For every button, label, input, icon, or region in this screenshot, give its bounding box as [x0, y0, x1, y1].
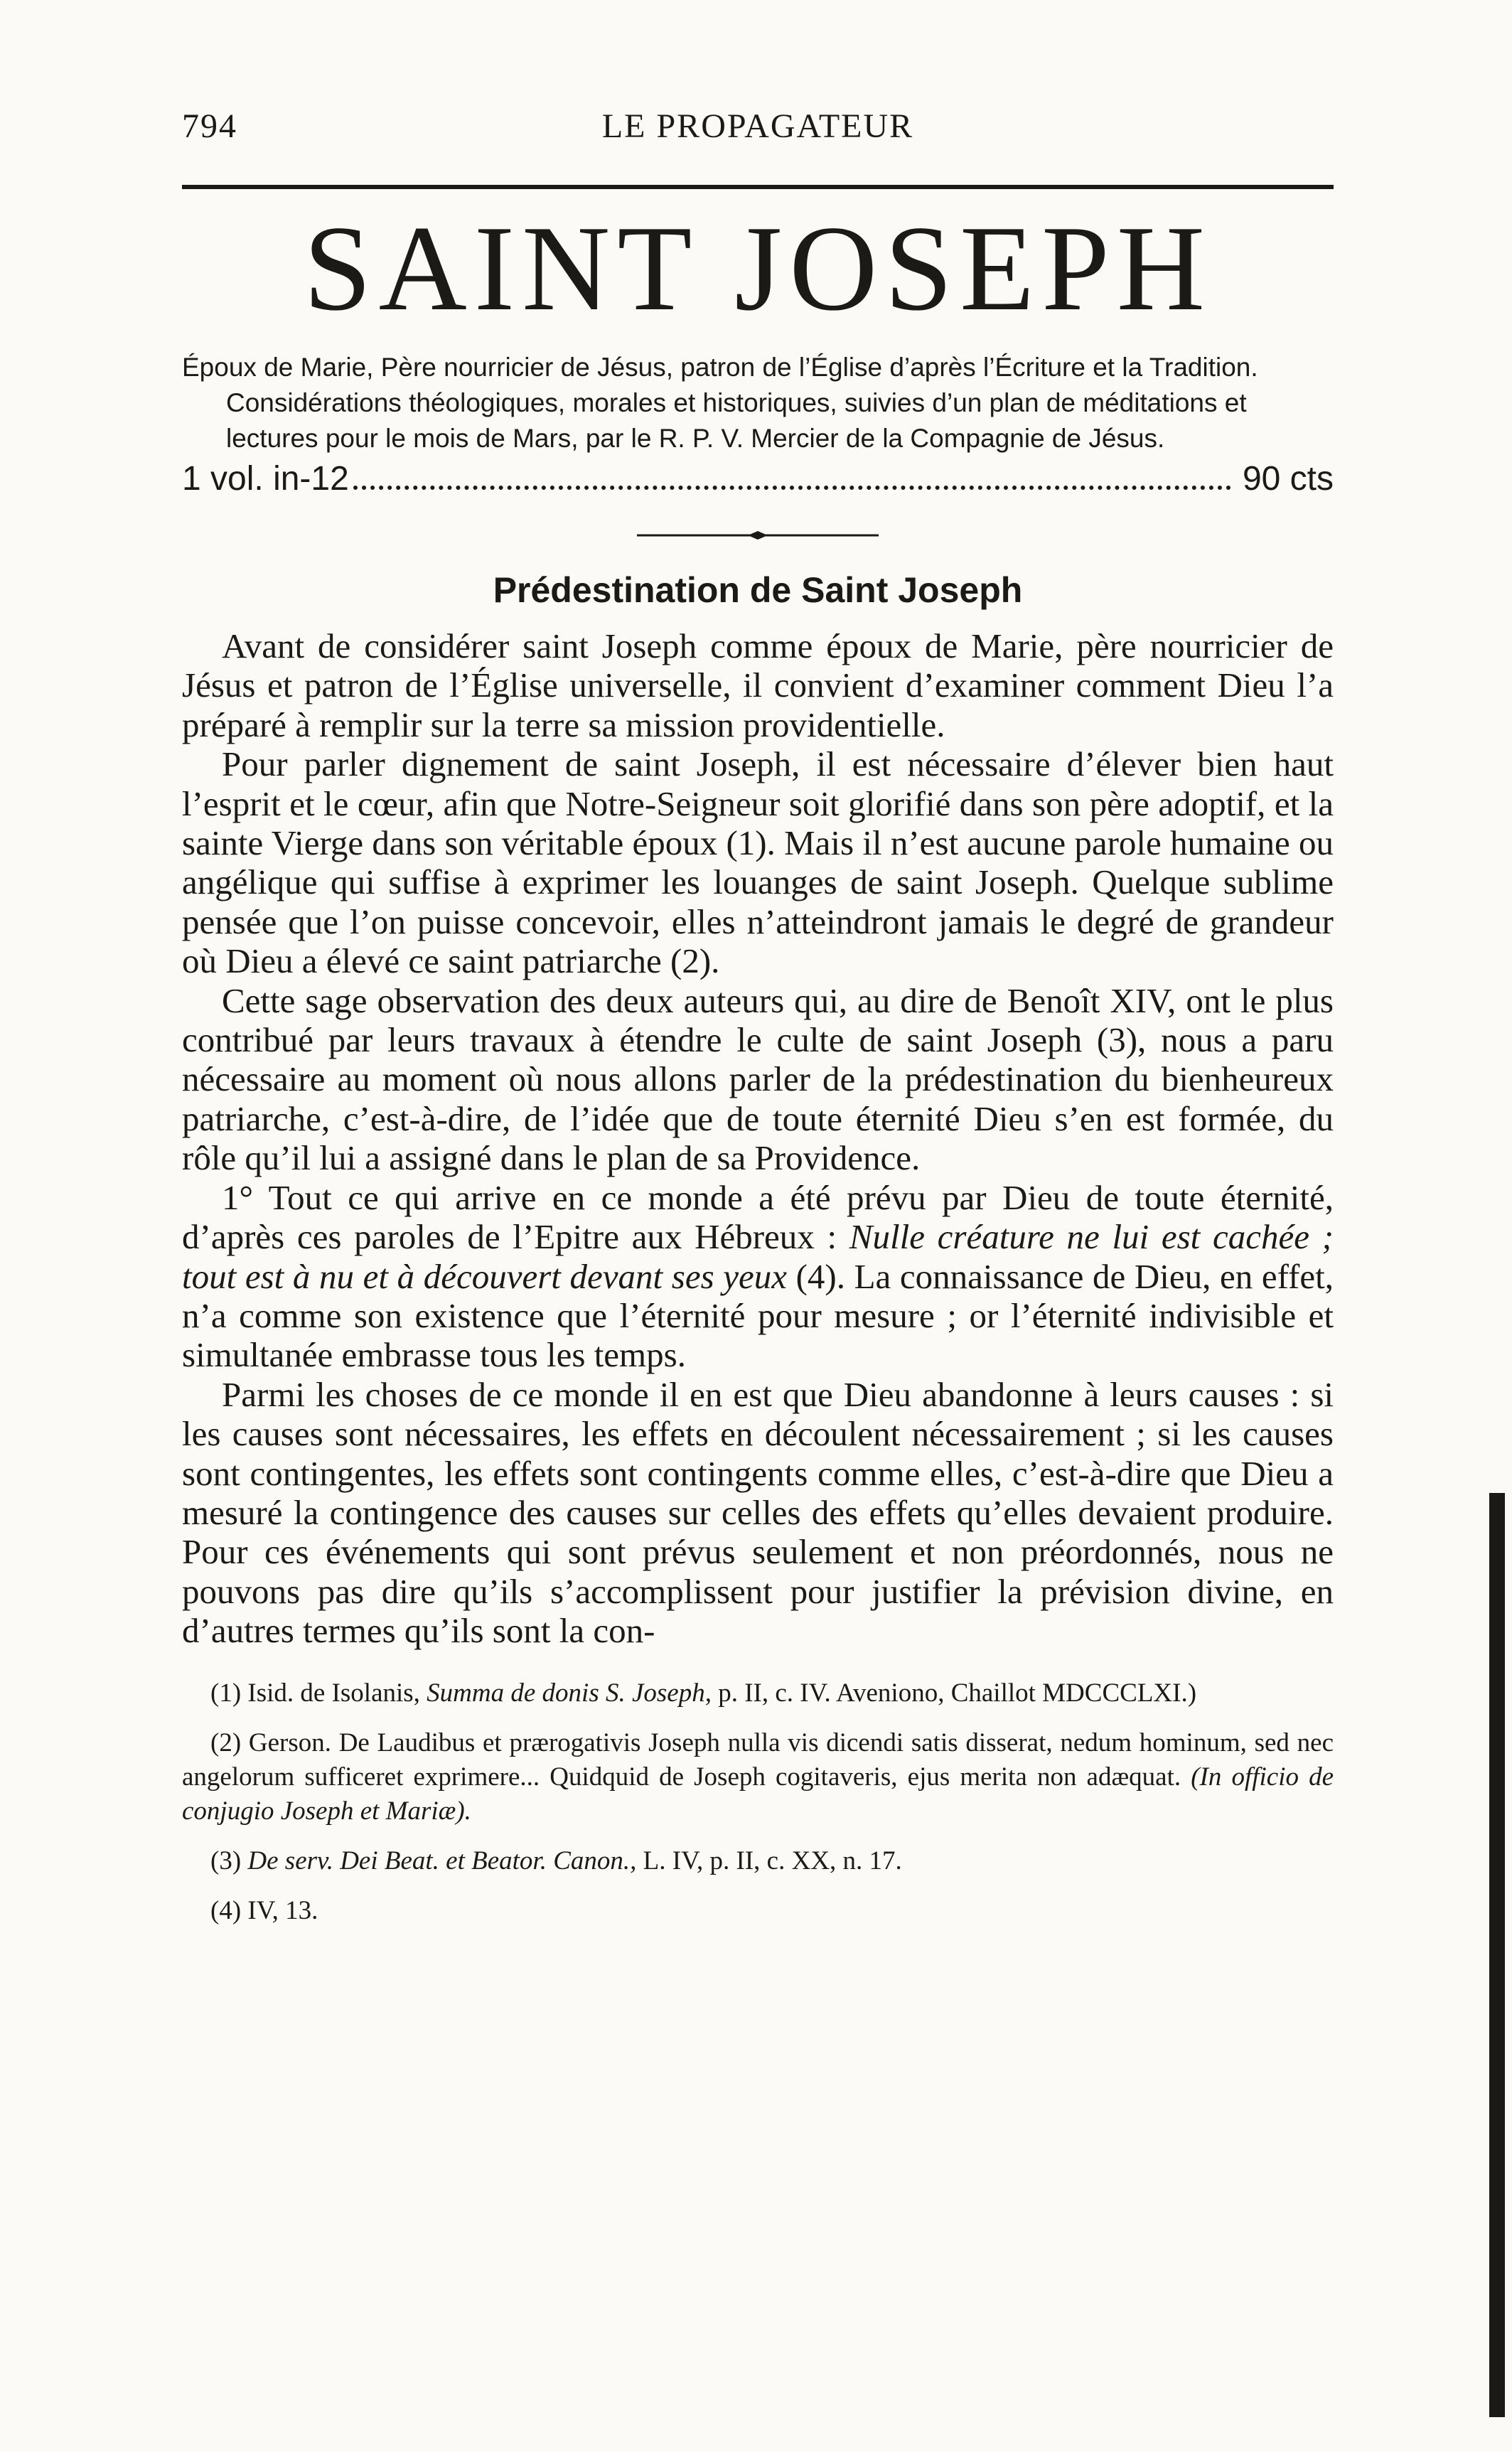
running-head — [182, 107, 1334, 156]
page-number: 794 — [182, 107, 237, 145]
header-rule — [182, 185, 1334, 189]
paragraph-text: 1° Tout ce qui arrive en ce monde a été prévu par Dieu de toute éternité, d’après ces paroles de l’Epitre aux Hébreux : — [182, 1177, 1334, 1257]
paragraph: Parmi les choses de ce monde il en est que Dieu abandonne à leurs causes : si les causes sont nécessaires, les effets en découlent nécessairement ; si les causes sont contingentes, les effets sont contingents comme elles, c’est-à-dire que Dieu a mesuré la contingence des causes sur celles des effets qu’elles devaient produire. Pour ces événements qui sont prévus seulement et non préordonnés, nous ne pouvons pas dire qu’ils s’accomplissent pour justifier la prévision divine, en d’autres termes qu’ils sont la con- — [182, 1374, 1334, 1651]
footnote-text: p. II, c. IV. Aveniono, Chaillot MDCCCLXI.) — [711, 1678, 1197, 1708]
book-format: 1 vol. in-12 — [182, 460, 349, 498]
paragraph: Cette sage observation des deux auteurs qui, au dire de Benoît XIV, ont le plus contribué par leurs travaux à étendre le culte de saint Joseph (3), nous a paru nécessaire au moment où nous allons parler de la prédestination du bienheureux patriarche, c’est-à-dire, de l’idée que de toute éternité Dieu s’en est formée, du rôle qu’il lui a assigné dans le plan de sa Providence. — [182, 980, 1334, 1178]
footnote-4: (4) IV, 13. — [210, 1895, 318, 1925]
article-body — [182, 626, 1334, 1651]
footnote-work-title: (In officio de conjugio Joseph et Mariæ). — [182, 1762, 1334, 1826]
scripture-quote: Nulle créature ne lui est cachée ; tout est à nu et à découvert devant ses yeux — [182, 1217, 1334, 1296]
footnotes — [182, 1676, 1334, 1928]
dot-leader — [353, 486, 1231, 490]
book-description: Époux de Marie, Père nourricier de Jésus, patron de l’Église d’après l’Écriture et la Tradition. Considérations théologiques, morales et historiques, suivies d’un plan de méditations et lectures pour le mois de Mars, par le R. P. V. Mercier de la Compagnie de Jésus. — [182, 353, 1258, 453]
paragraph: Pour parler dignement de saint Joseph, il est nécessaire d’élever bien haut l’esprit et le cœur, afin que Notre-Seigneur soit glorifié dans son père adoptif, et la sainte Vierge dans son véritable époux (1). Mais il n’est aucune parole humaine ou angélique qui suffise à exprimer les louanges de saint Joseph. Quelque sublime pensée que l’on puisse concevoir, elles n’atteindront jamais le degré de grandeur où Dieu a élevé ce saint patriarche (2). — [182, 744, 1334, 981]
page — [182, 107, 1334, 1944]
book-price-line — [182, 459, 1334, 498]
paragraph — [182, 1178, 1334, 1375]
footnote-3 — [182, 1844, 1334, 1878]
paragraph-text: (4). La connaissance de Dieu, en effet, n’a comme son existence que l’éternité pour mesure ; or l’éternité indivisible et simultanée embrasse tous les temps. — [182, 1256, 1334, 1375]
footnote-text: L. IV, p. II, c. XX, n. 17. — [636, 1846, 902, 1875]
footnote-2 — [182, 1726, 1334, 1829]
footnote-1 — [182, 1676, 1334, 1710]
paragraph: Avant de considérer saint Joseph comme époux de Marie, père nourricier de Jésus et patron de l’Église universelle, il convient d’examiner comment Dieu l’a préparé à remplir sur la terre sa mission providentielle. — [182, 626, 1334, 744]
footnote-text: (2) Gerson. De Laudibus et prærogativis Joseph nulla vis dicendi satis disserat, nedum hominum, sed nec angelorum sufficeret exprimere... Quidquid de Joseph cogitaveris, ejus merita non adæquat. — [182, 1728, 1334, 1792]
scan-margin-bar — [1489, 1493, 1505, 2417]
section-title: Prédestination de Saint Joseph — [493, 570, 1023, 610]
running-title: LE PROPAGATEUR — [601, 107, 914, 145]
footnote-work-title: De serv. Dei Beat. et Beator. Canon., — [247, 1846, 637, 1875]
ornament-divider — [637, 530, 879, 541]
book-title: SAINT JOSEPH — [303, 201, 1213, 336]
book-price: 90 cts — [1242, 460, 1334, 498]
footnote-work-title: Summa de donis S. Joseph, — [427, 1678, 712, 1708]
footnote-text: (1) Isid. de Isolanis, — [210, 1678, 427, 1708]
footnote-text: (3) — [210, 1846, 248, 1875]
